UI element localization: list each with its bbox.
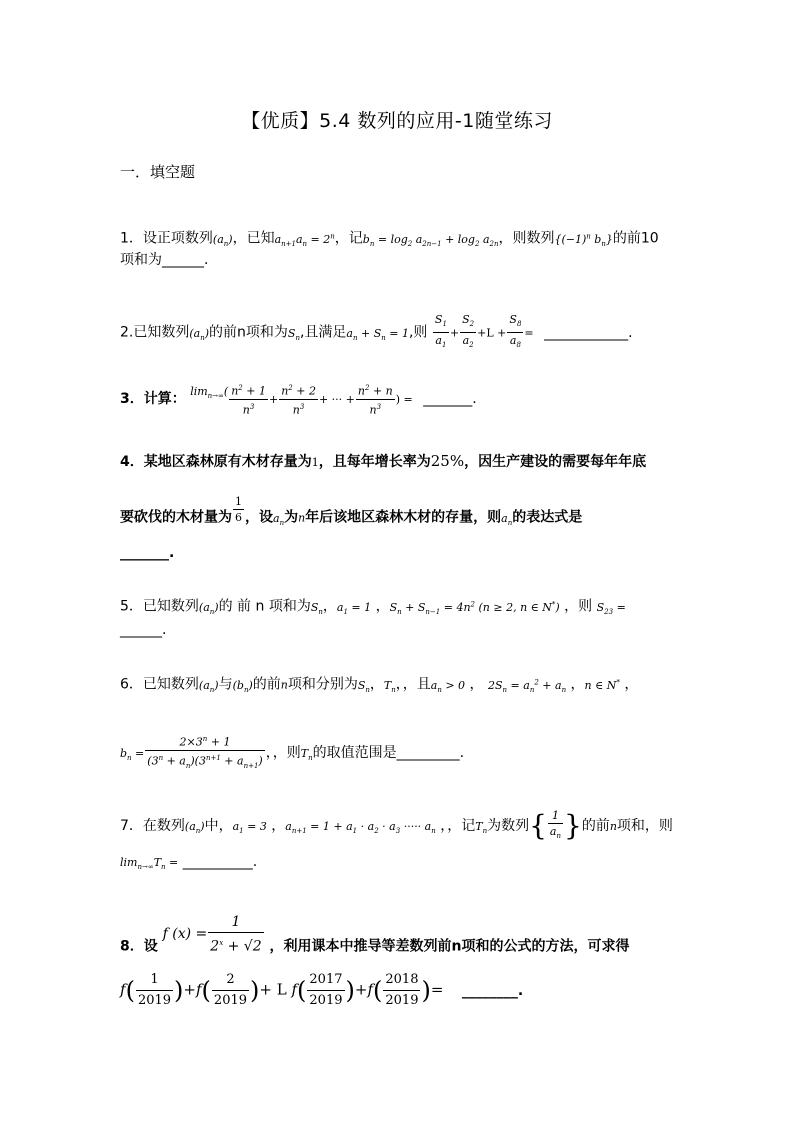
question-5-blank: ______. xyxy=(120,622,167,638)
question-1: 1．设正项数列$(a_n)$，已知$a_{n+1}a_n = 2^n$，记$b_n = \log_2 a_{2n-1} + \log_2 a_{2n}$，则数列{$(-1)^n$ $b_n$}的前10 xyxy=(120,230,659,248)
question-4-cont: 要砍伐的木材量为 $\frac{1}{6}$ ，设$a_n$为n年后该地区森林木材的存量，则$a_n$的表达式是 xyxy=(120,495,583,527)
question-6-cont: $b_n$ = $\frac{2\times 3^n + 1}{(3^n + a_n)(3^{n+1} + a_{n+1})}$ ，，则$T_n$的取值范围是_________. xyxy=(120,732,464,774)
question-8-expr: f( $\frac{1}{2019}$ )+f( $\frac{2}{2019}$ )+ L f( $\frac{2017}{2019}$ )+f( $\frac{2018}{2019}$ )= ________. xyxy=(120,972,524,1008)
question-7: 7．在数列$(a_n)$中，$a_1 = 3$ ，$a_{n+1} = 1 + a_1 \cdot a_2 \cdot a_3$ ····· $a_n$ ，，记$T_n$为数列{ $\frac{1}{a_n}$ }的前n项和，则 xyxy=(120,809,673,843)
question-1-cont: 项和为______. xyxy=(120,252,209,268)
question-7-cont: $\lim_{n\to\infty}T_n$ = __________. xyxy=(120,854,258,872)
question-2: 2.已知数列$(a_n)$的前n项和为$S_n$,且满足$a_n + S_n = 1$,则 $\frac{S_1}{a_1}$ + $\frac{S_2}{a_2}$ +L + $\frac{S_8}{a_8}$ = ____________. xyxy=(120,313,633,350)
question-4-blank: _______. xyxy=(120,545,175,561)
section-heading: 一．填空题 xyxy=(120,163,196,181)
page-title: 【优质】5.4 数列的应用-1随堂练习 xyxy=(241,110,553,132)
question-4: 4．某地区森林原有木材存量为1，且每年增长率为25%，因生产建设的需要每年年底 xyxy=(120,452,647,470)
question-6: 6．已知数列$(a_n)$与$(b_n)$的前n项和分别为$S_n$，$T_n$，，且$a_n > 0$ ， $2S_n = a_n^2 + a_n$ ，n ∈ N* ， xyxy=(120,676,639,694)
question-8: 8．设 f (x) = $\frac{1}{2^x + √2}$ ，利用课本中推导等差数列前n项和的公式的方法，可求得 xyxy=(120,914,630,955)
question-3: 3．计算： $^{lim_{n\to\infty}(}$ $\frac{n^2 + 1}{n^3}$ + $\frac{n^2 + 2}{n^3}$ + ··· + $\frac{n^2 + n}{n^3}$ ) = _______. xyxy=(120,381,477,417)
question-5: 5．已知数列$(a_n)$的 前 n 项和为$S_n$，$a_1 = 1$ ，$S_n + S_{n-1} = 4n^2$ (n ≥ 2, n ∈ N*) ，则 $S_{23}$ = xyxy=(120,598,626,616)
